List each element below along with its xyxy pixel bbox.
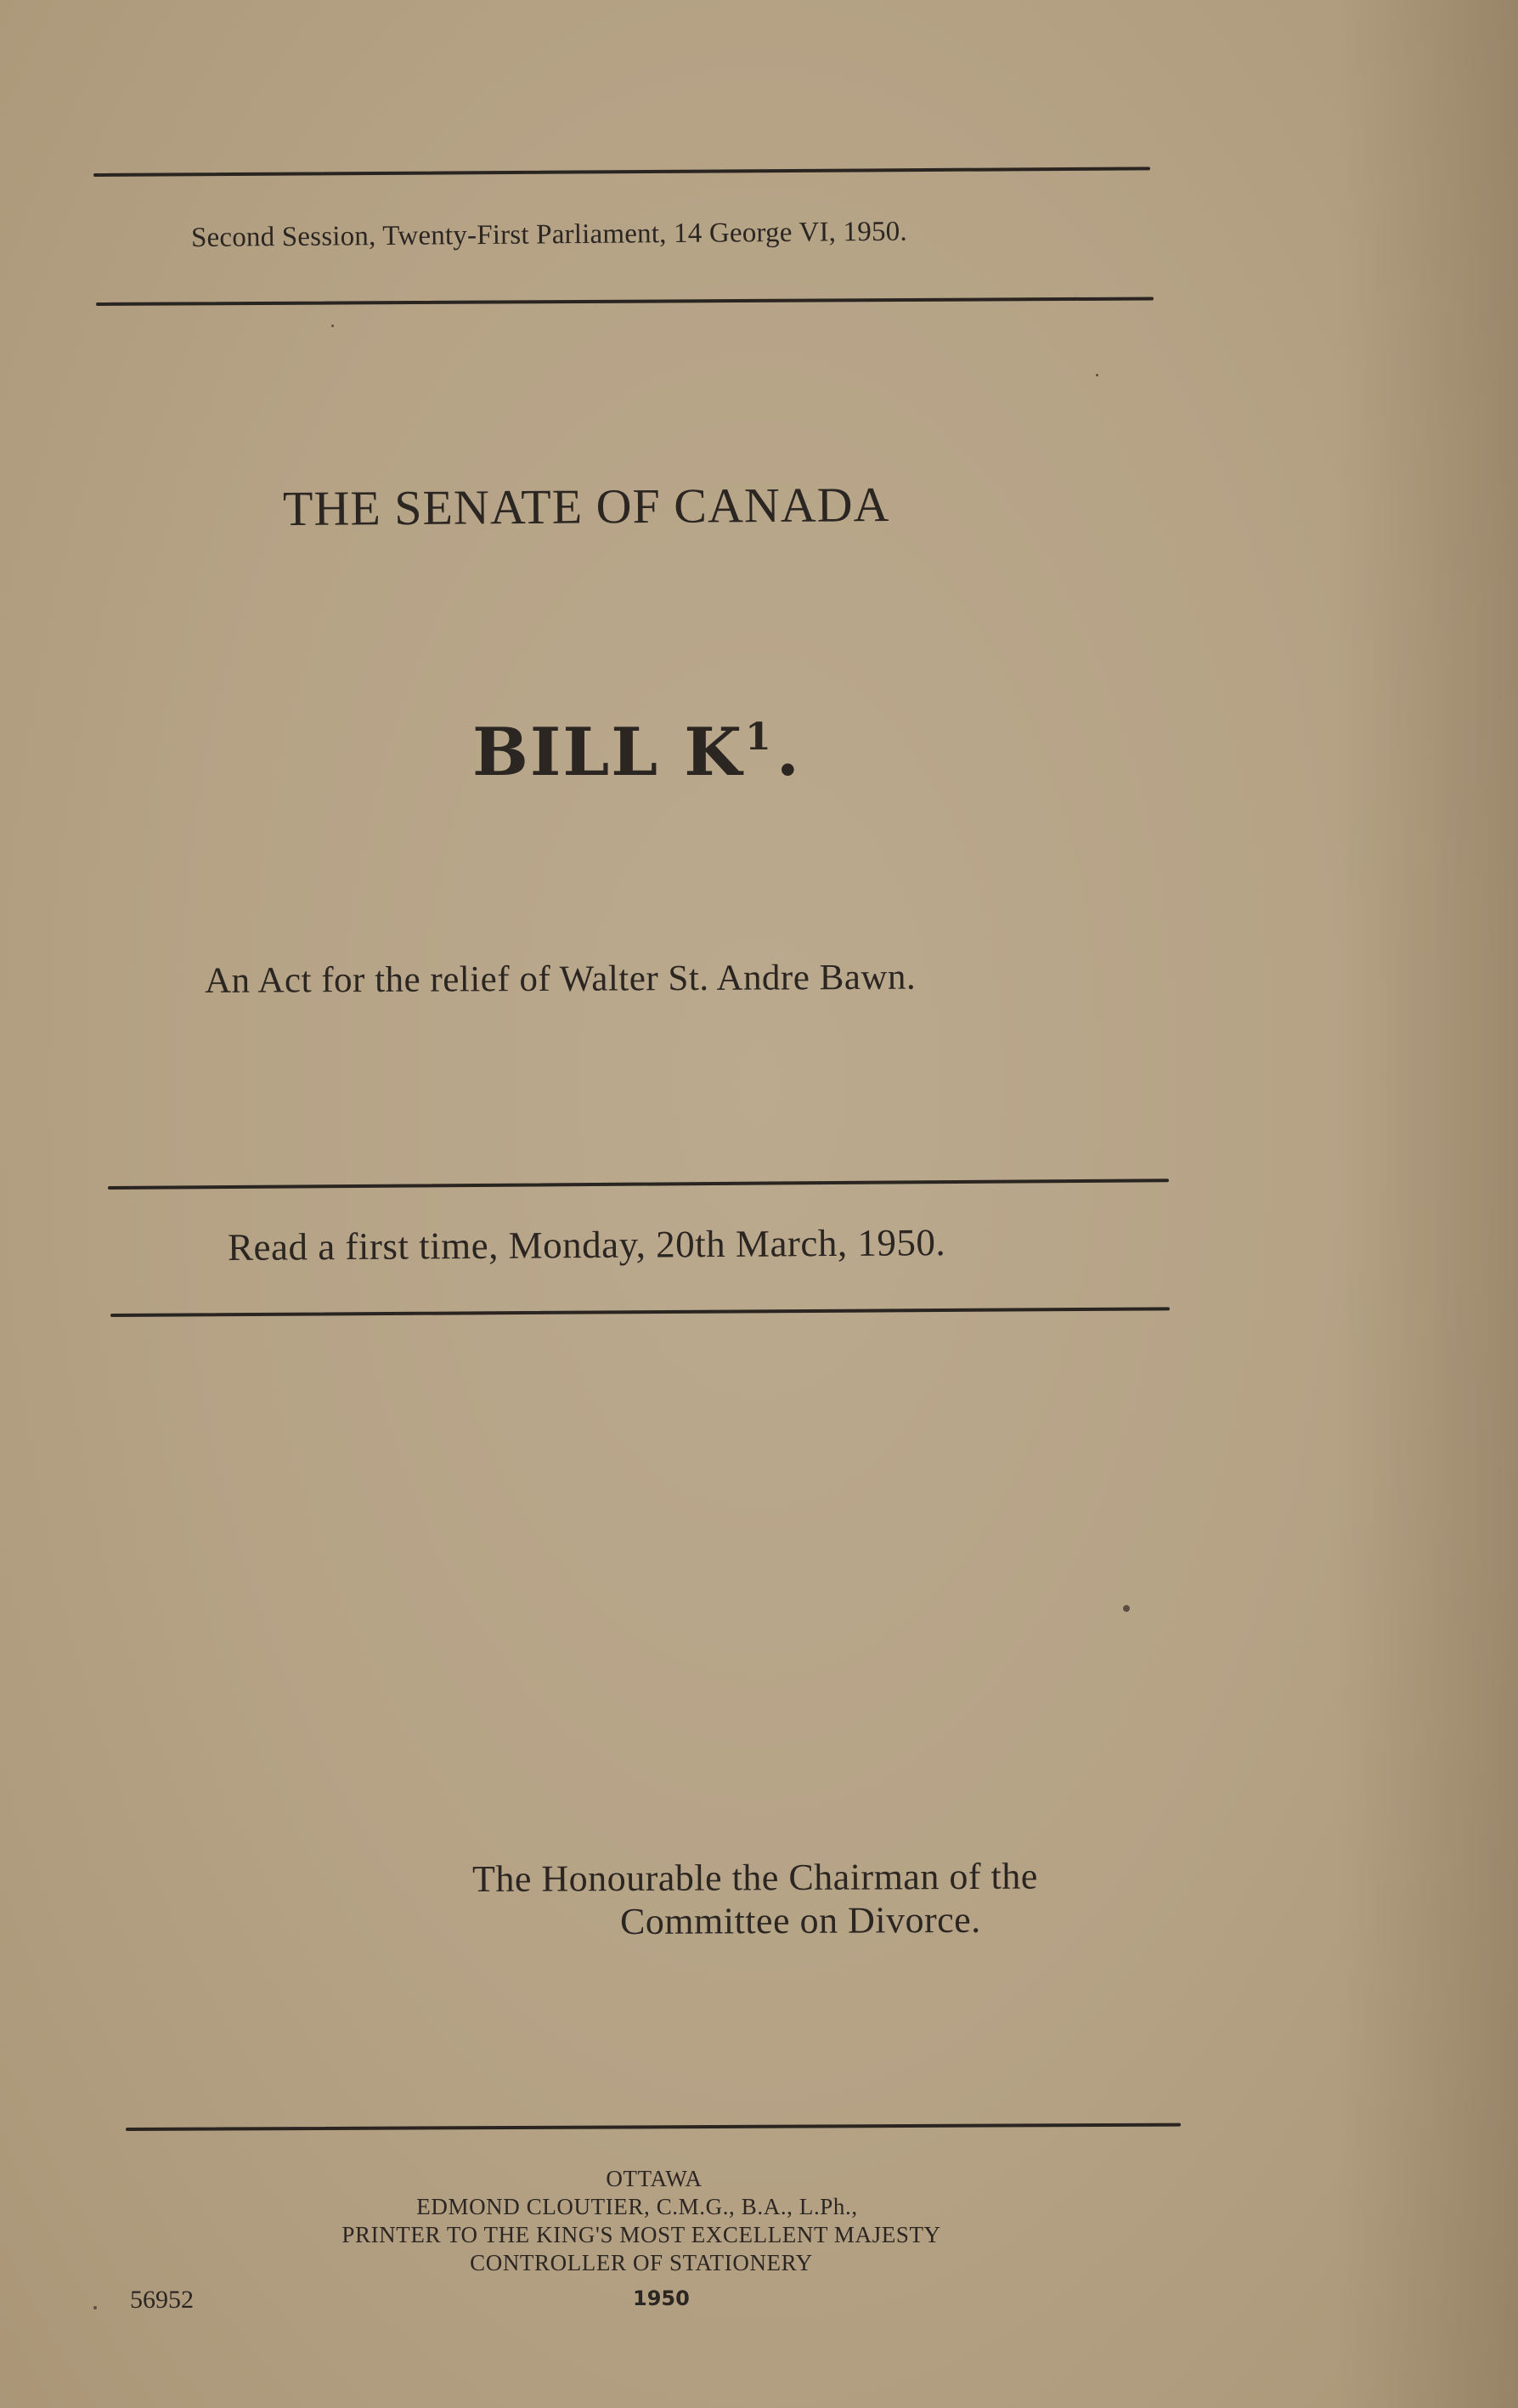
paper-speck: [331, 325, 334, 327]
top-rule-upper: [93, 167, 1150, 177]
document-number: 56952: [130, 2286, 194, 2314]
bill-label: BILL K: [472, 714, 744, 791]
sponsor-line-1: The Honourable the Chairman of the: [471, 1855, 1038, 1900]
paper-speck: [1096, 374, 1098, 376]
paper-speck: [1123, 1605, 1130, 1612]
sponsor-line-2: Committee on Divorce.: [619, 1898, 981, 1942]
reading-rule-upper: [108, 1179, 1169, 1190]
paper-speck: [93, 2306, 97, 2309]
bill-superscript: 1: [745, 715, 773, 759]
imprint-rule: [126, 2123, 1181, 2131]
session-header: Second Session, Twenty-First Parliament, 14 George VI, 1950.: [190, 216, 907, 253]
reading-rule-lower: [110, 1307, 1170, 1317]
imprint-printer: EDMOND CLOUTIER, C.M.G., B.A., L.Ph.,: [416, 2194, 858, 2219]
bill-title: [472, 714, 801, 791]
first-reading-line: Read a first time, Monday, 20th March, 1950.: [227, 1221, 946, 1269]
act-description: An Act for the relief of Walter St. Andre Bawn.: [204, 957, 917, 1001]
imprint-title-1: PRINTER TO THE KING'S MOST EXCELLENT MAJESTY: [341, 2222, 941, 2247]
senate-heading: THE SENATE OF CANADA: [282, 477, 890, 536]
imprint-title-2: CONTROLLER OF STATIONERY: [470, 2250, 813, 2275]
bill-period: .: [776, 714, 801, 791]
imprint-city: OTTAWA: [606, 2166, 703, 2191]
top-rule-lower: [96, 297, 1154, 306]
printer-imprint: [272, 2165, 1036, 2277]
imprint-year: 1950: [633, 2286, 690, 2310]
